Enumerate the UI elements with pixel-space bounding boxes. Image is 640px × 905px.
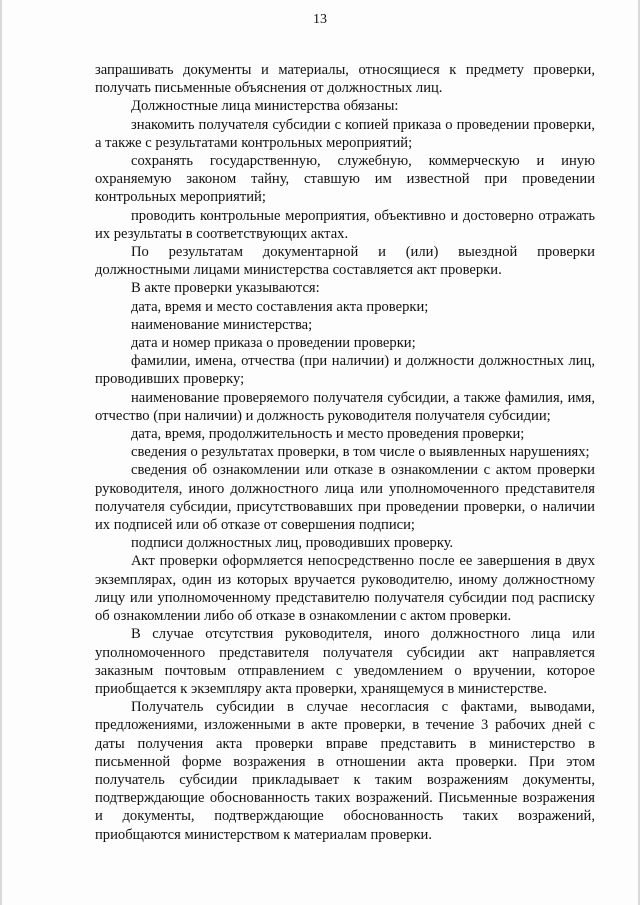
paragraph: проводить контрольные мероприятия, объективно и достоверно отражать их результаты в соответствующих актах. — [95, 207, 595, 242]
paragraph: дата, время, продолжительность и место проведения проверки; — [131, 426, 525, 443]
paragraph: фамилии, имена, отчества (при наличии) и должности должностных лиц, проводивших проверку; — [95, 353, 595, 388]
paragraph: знакомить получателя субсидии с копией приказа о проведении проверки, а также с результатами контрольных мероприятий; — [95, 116, 595, 151]
paragraph: наименование проверяемого получателя субсидии, а также фамилия, имя, отчество (при наличии) и должность руководителя получателя субсидии; — [95, 389, 595, 424]
paragraph: сведения об ознакомлении или отказе в ознакомлении с актом проверки руководителя, иного должностного лица или уполномоченного представителя получателя субсидии, присутствовавших при проведении проверки, о наличии их подписей или об отказе от совершения подписи; — [95, 462, 595, 534]
paragraph: наименование министерства; — [131, 316, 313, 333]
paragraph: подписи должностных лиц, проводивших проверку. — [131, 535, 454, 552]
paragraph: запрашивать документы и материалы, относящиеся к предмету проверки, получать письменные объяснения от должностных лиц. — [95, 62, 595, 97]
page-number: 13 — [313, 12, 327, 27]
paragraph: В случае отсутствия руководителя, иного должностного лица или уполномоченного представителя получателя субсидии акт направляется заказным почтовым отправлением с уведомлением о вручении, которое приобщается к экземпляру акта проверки, хранящемуся в министерстве. — [95, 626, 595, 697]
paragraph: По результатам документарной и (или) выездной проверки должностными лицами министерства составляется акт проверки. — [95, 244, 595, 279]
paragraph: В акте проверки указываются: — [131, 280, 320, 297]
paragraph: Должностные лица министерства обязаны: — [131, 98, 399, 115]
paragraph: дата, время и место составления акта проверки; — [131, 298, 429, 315]
paragraph: Акт проверки оформляется непосредственно после ее завершения в двух экземплярах, один из которых вручается руководителю, иному должностному лицу или уполномоченному представителю получателя субсидии под расписку об ознакомлении либо об отказе в ознакомлении с актом проверки. — [95, 553, 595, 625]
document-body — [95, 61, 595, 844]
paragraph: сведения о результатах проверки, в том числе о выявленных нарушениях; — [131, 444, 590, 461]
paragraph: Получатель субсидии в случае несогласия с фактами, выводами, предложениями, изложенными в акте проверки, в течение 3 рабочих дней с даты получения акта проверки вправе представить в министерство в письменной форме возражения в отношении акта проверки. При этом получатель субсидии прикладывает к таким возражениям документы, подтверждающие обоснованность таких возражений. Письменные возражения и документы, подтверждающие обоснованность таких возражений, приобщаются министерством к материалам проверки. — [95, 699, 595, 843]
paragraph: сохранять государственную, служебную, коммерческую и иную охраняемую законом тайну, ставшую им известной при проведении контрольных мероприятий; — [95, 153, 595, 206]
paragraph: дата и номер приказа о проведении проверки; — [131, 335, 416, 352]
